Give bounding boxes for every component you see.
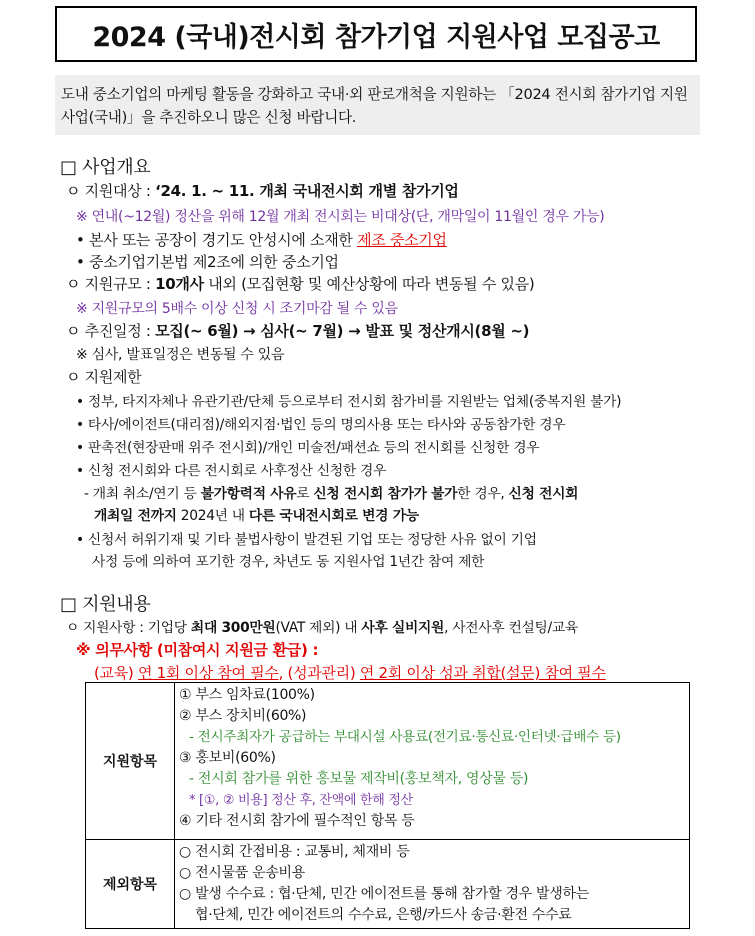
title-text: 2024 (국내)전시회 참가기업 지원사업 모집공고 — [92, 21, 660, 53]
limit-item-3: • 판촉전(현장판매 위주 전시회)/개인 미술전/패션쇼 등의 전시회를 신청한 경우 — [76, 440, 540, 456]
table-row — [86, 840, 690, 929]
list-item: ② 부스 장치비(60%) — [179, 708, 307, 724]
list-item: ④ 기타 전시회 참가에 필수적인 항목 등 — [179, 813, 415, 829]
scale-note: ※ 지원규모의 5배수 이상 신청 시 조기마감 될 수 있음 — [76, 301, 398, 317]
limit-item-1: • 정부, 타지자체나 유관기관/단체 등으로부터 전시회 참가비를 지원받는 업체(중복지원 불가) — [76, 394, 622, 410]
target-line: ㅇ 지원대상 : ‘24. 1. ~ 11. 개최 국내전시회 개별 참가기업 — [66, 182, 459, 200]
limit-item-4: • 신청 전시회와 다른 전시회로 사후정산 신청한 경우 — [76, 463, 387, 479]
limit-heading: ㅇ 지원제한 — [66, 368, 142, 386]
limit-item-5-line-2: 사정 등에 의하여 포기한 경우, 차년도 동 지원사업 1년간 참여 제한 — [92, 554, 485, 570]
list-item: ③ 홍보비(60%) — [179, 750, 276, 766]
intro-box — [55, 75, 700, 135]
support-items-cell — [175, 683, 690, 840]
category-support: 지원항목 — [86, 683, 175, 840]
list-item: - 전시주최자가 공급하는 부대시설 사용료(전기료·통신료·인터넷·급배수 등) — [189, 729, 621, 745]
list-item: 협·단체, 민간 에이전트의 수수료, 은행/카드사 송금·환전 수수료 — [195, 907, 572, 923]
limit-item-4-sub-2: 개최일 전까지 2024년 내 다른 국내전시회로 변경 가능 — [94, 508, 419, 524]
category-excluded: 제외항목 — [86, 840, 175, 929]
section-support-heading: □ 지원내용 — [60, 594, 151, 615]
list-item: ○ 전시물품 운송비용 — [179, 865, 306, 881]
limit-item-2: • 타사/에이전트(대리점)/해외지점·법인 등의 명의사용 또는 타사와 공동참가한 경우 — [76, 417, 566, 433]
table-row — [86, 683, 690, 840]
target-bullet-2: • 중소기업기본법 제2조에 의한 중소기업 — [76, 253, 339, 271]
list-item: ○ 전시회 간접비용 : 교통비, 체재비 등 — [179, 844, 410, 860]
duty-line-1: ※ 의무사항 (미참여시 지원금 환급) : — [76, 641, 319, 659]
schedule-note: ※ 심사, 발표일정은 변동될 수 있음 — [76, 347, 285, 363]
target-bullet-1: • 본사 또는 공장이 경기도 안성시에 소재한 제조 중소기업 — [76, 231, 447, 249]
support-item-line: ㅇ 지원사항 : 기업당 최대 300만원(VAT 제외) 내 사후 실비지원, 사전사후 컨설팅/교육 — [66, 620, 578, 636]
excluded-items-cell — [175, 840, 690, 929]
target-note: ※ 연내(~12월) 정산을 위해 12월 개최 전시회는 비대상(단, 개막일이 11월인 경우 가능) — [76, 209, 605, 225]
page-title — [55, 6, 697, 62]
duty-line-2: (교육) 연 1회 이상 참여 필수, (성과관리) 연 2회 이상 성과 취합(설문) 참여 필수 — [94, 664, 606, 682]
section-overview-heading: □ 사업개요 — [60, 157, 151, 178]
support-table — [85, 682, 690, 929]
schedule-line: ㅇ 추진일정 : 모집(~ 6월) → 심사(~ 7월) → 발표 및 정산개시(8월 ~) — [66, 322, 530, 340]
list-item: ○ 발생 수수료 : 협·단체, 민간 에이전트를 통해 참가할 경우 발생하는 — [179, 886, 589, 902]
list-item: * [①, ② 비용] 정산 후, 잔액에 한해 정산 — [189, 793, 413, 808]
limit-item-5-line-1: • 신청서 허위기재 및 기타 불법사항이 발견된 기업 또는 정당한 사유 없이 기업 — [76, 532, 537, 548]
list-item: ① 부스 임차료(100%) — [179, 687, 315, 703]
scale-line: ㅇ 지원규모 : 10개사 내외 (모집현황 및 예산상황에 따라 변동될 수 있음) — [66, 275, 535, 293]
limit-item-4-sub-1: - 개최 취소/연기 등 불가항력적 사유로 신청 전시회 참가가 불가한 경우, 신청 전시회 — [84, 486, 579, 502]
intro-text: 도내 중소기업의 마케팅 활동을 강화하고 국내·외 판로개척을 지원하는 「2024 전시회 참가기업 지원사업(국내)」을 추진하오니 많은 신청 바랍니다. — [61, 86, 688, 126]
list-item: - 전시회 참가를 위한 홍보물 제작비(홍보책자, 영상물 등) — [189, 771, 529, 787]
